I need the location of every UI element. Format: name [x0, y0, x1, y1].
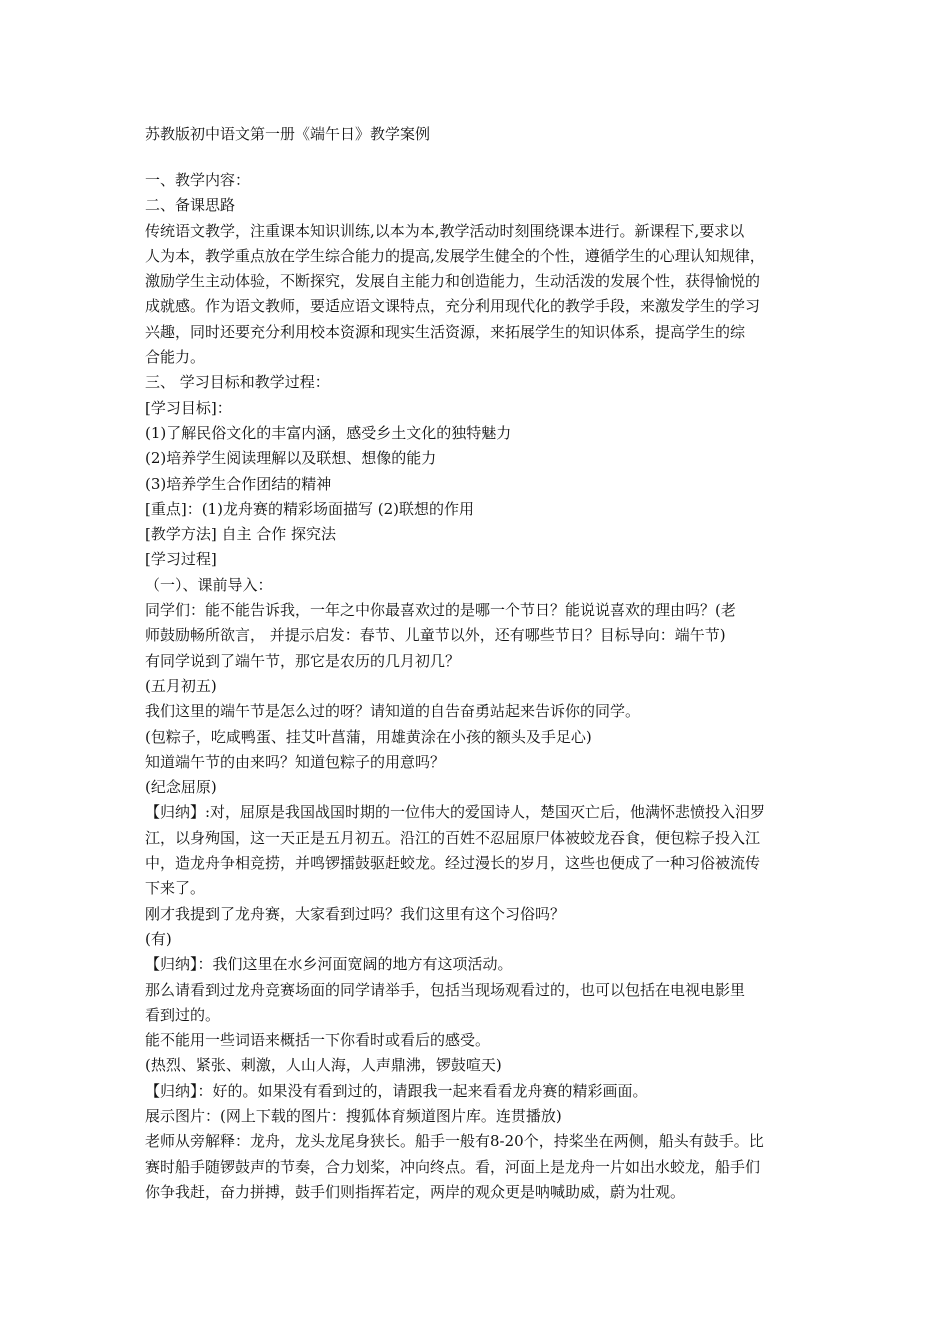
text-line: [学习目标]：: [145, 398, 232, 417]
text-line: (五月初五): [145, 676, 217, 695]
text-line: 师鼓励畅所欲言， 并提示启发：春节、儿童节以外，还有哪些节日？目标导向：端午节): [145, 626, 726, 645]
text-line: 人为本，教学重点放在学生综合能力的提高,发展学生健全的个性，遵循学生的心理认知规律，: [145, 246, 765, 265]
text-line: 中，造龙舟争相竞捞，并鸣锣擂鼓驱赶蛟龙。经过漫长的岁月，这些也便成了一种习俗被流传: [145, 854, 761, 873]
text-line: (有): [145, 929, 172, 948]
text-line: 【归纳】：好的。如果没有看到过的，请跟我一起来看看龙舟赛的精彩画面。: [145, 1081, 648, 1100]
text-line: 我们这里的端午节是怎么过的呀？请知道的自告奋勇站起来告诉你的同学。: [145, 702, 641, 721]
text-line: 展示图片：(网上下载的图片：搜狐体育频道图片库。连贯播放): [145, 1106, 562, 1125]
text-line: 你争我赶，奋力拼搏，鼓手们则指挥若定，两岸的观众更是呐喊助威，蔚为壮观。: [145, 1182, 686, 1201]
document-page: [145, 122, 817, 1205]
text-line: [学习过程]: [145, 550, 217, 569]
text-line: 【归纳】：我们这里在水乡河面宽阔的地方有这项活动。: [145, 955, 513, 974]
text-line: (纪念屈原): [145, 778, 217, 797]
text-line: (1)了解民俗文化的丰富内涵，感受乡土文化的独特魅力: [145, 423, 512, 442]
text-line: 传统语文教学，注重课本知识训练,以本为本,教学活动时刻围绕课本进行。新课程下,要求以: [145, 221, 745, 240]
text-line: (3)培养学生合作团结的精神: [145, 474, 332, 493]
text-line: 有同学说到了端午节，那它是农历的几月初几？: [145, 651, 461, 670]
text-line: 知道端午节的由来吗？知道包粽子的用意吗？: [145, 752, 446, 771]
text-line: 能不能用一些词语来概括一下你看时或看后的感受。: [145, 1031, 491, 1050]
text-line: 合能力。: [145, 348, 206, 367]
text-line: 看到过的。: [145, 1005, 221, 1024]
text-line: 那么请看到过龙舟竞赛场面的同学请举手，包括当现场观看过的，也可以包括在电视电影里: [145, 980, 746, 999]
text-line: 二、备课思路: [145, 196, 236, 215]
text-line: [重点]：(1)龙舟赛的精彩场面描写 (2)联想的作用: [145, 499, 474, 518]
text-line: 老师从旁解释：龙舟，龙头龙尾身狭长。船手一般有8-20个，持桨坐在两侧，船头有鼓手。比: [145, 1132, 764, 1151]
text-line: [教学方法] 自主 合作 探究法: [145, 525, 337, 544]
text-line: 同学们：能不能告诉我，一年之中你最喜欢过的是哪一个节日？能说说喜欢的理由吗？(老: [145, 601, 736, 620]
text-line: 一、教学内容：: [145, 171, 251, 189]
text-line: 下来了。: [145, 879, 206, 898]
text-line: 赛时船手随锣鼓声的节奏，合力划桨，冲向终点。看，河面上是龙舟一片如出水蛟龙，船手们: [145, 1157, 761, 1176]
text-line: 成就感。作为语文教师，要适应语文课特点，充分利用现代化的教学手段，来激发学生的学习: [145, 297, 761, 316]
text-line: 三、 学习目标和教学过程：: [145, 373, 330, 392]
document-title: 苏教版初中语文第一册《端午日》教学案例: [145, 125, 431, 143]
text-line: (包粽子，吃咸鸭蛋、挂艾叶菖蒲，用雄黄涂在小孩的额头及手足心): [145, 727, 592, 746]
text-line: (热烈、紧张、刺激，人山人海，人声鼎沸，锣鼓喧天): [145, 1056, 502, 1075]
text-line: 江，以身殉国，这一天正是五月初五。沿江的百姓不忍屈原尸体被蛟龙吞食，便包粽子投入江: [145, 828, 761, 847]
text-line: 兴趣，同时还要充分利用校本资源和现实生活资源，来拓展学生的知识体系，提高学生的综: [145, 322, 746, 341]
text-line: 刚才我提到了龙舟赛，大家看到过吗？我们这里有这个习俗吗？: [145, 904, 566, 923]
text-line: （一）、课前导入：: [145, 575, 273, 594]
text-line: 【归纳】:对，屈原是我国战国时期的一位伟大的爱国诗人，楚国灭亡后，他满怀悲愤投入汨罗: [145, 803, 766, 822]
text-line: 激励学生主动体验，不断探究，发展自主能力和创造能力，生动活泼的发展个性，获得愉悦的: [145, 272, 761, 291]
document-body: [145, 168, 817, 1205]
text-line: (2)培养学生阅读理解以及联想、想像的能力: [145, 449, 437, 468]
